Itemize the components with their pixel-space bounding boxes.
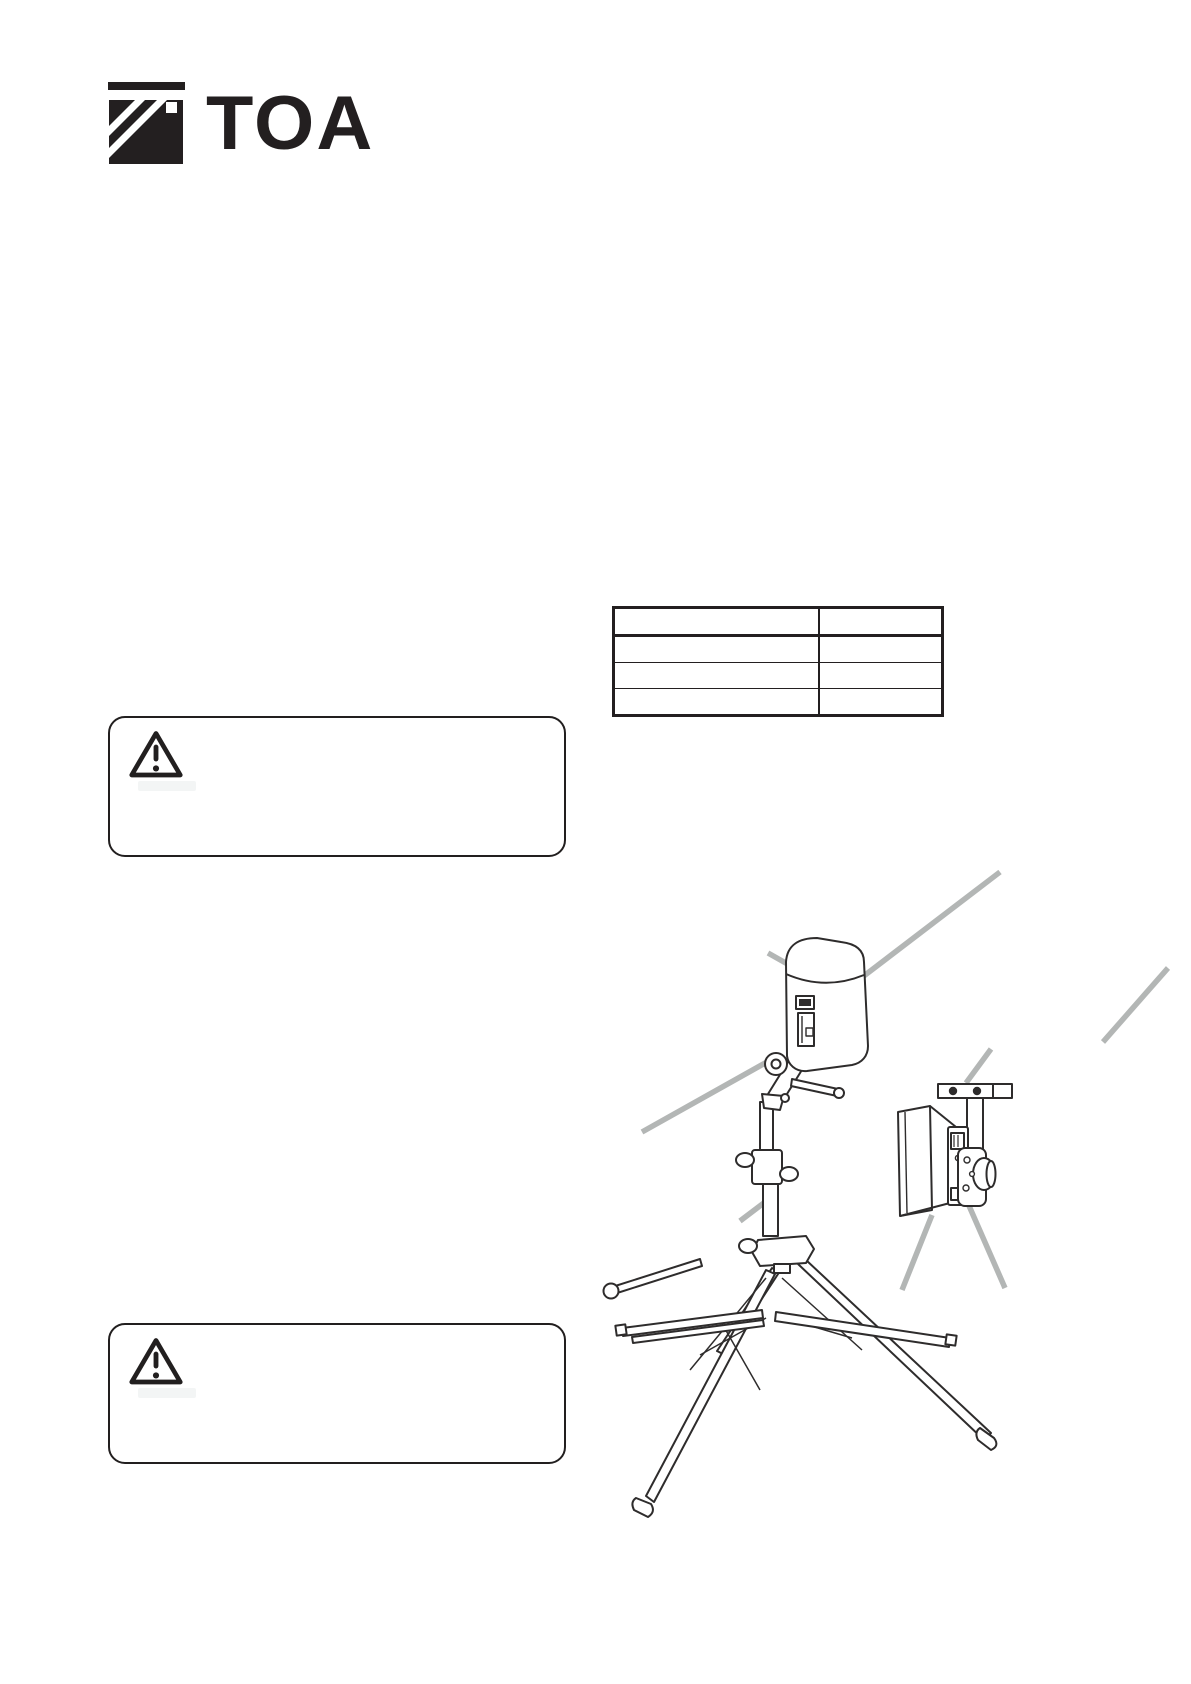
screw	[950, 1088, 956, 1094]
spec-table	[612, 606, 944, 717]
table-row	[614, 608, 943, 636]
caution-box-lower	[108, 1323, 566, 1464]
leg-foot	[632, 1498, 653, 1517]
stand-pole	[736, 1102, 814, 1273]
wing-knob	[780, 1167, 798, 1181]
ceiling-speaker-illustration	[898, 1084, 1012, 1216]
table-row	[614, 689, 943, 716]
lock-lever	[791, 1079, 838, 1096]
table-cell	[614, 636, 819, 663]
tripod-speaker-illustration	[604, 938, 997, 1517]
table-cell	[614, 608, 819, 636]
table-cell	[819, 636, 943, 663]
toa-logo	[106, 82, 386, 168]
ceiling-bracket-bar	[938, 1084, 1012, 1098]
tripod-legs	[615, 1260, 996, 1517]
tripod-hub	[752, 1236, 814, 1266]
table-row	[614, 636, 943, 663]
installation-illustration	[570, 850, 1191, 1560]
speaker-cabinet	[786, 938, 868, 1071]
toa-emblem-icon	[106, 82, 192, 168]
faded-text-remnant	[138, 1388, 196, 1398]
table-row	[614, 663, 943, 689]
tilt-hinge	[958, 1148, 996, 1206]
table-cell	[819, 608, 943, 636]
table-cell	[614, 689, 819, 716]
screw	[974, 1088, 980, 1094]
table-cell	[819, 689, 943, 716]
table-cell	[614, 663, 819, 689]
wing-knob	[736, 1153, 754, 1167]
caution-box-upper	[108, 716, 566, 857]
warning-triangle-icon	[128, 728, 184, 780]
stand-handle	[604, 1259, 703, 1299]
callout-lines-ceiling	[902, 968, 1168, 1290]
table-cell	[819, 663, 943, 689]
toa-wordmark: TOA	[206, 81, 375, 166]
warning-triangle-icon	[128, 1335, 184, 1387]
faded-text-remnant	[138, 781, 196, 791]
wing-knob	[739, 1239, 757, 1253]
